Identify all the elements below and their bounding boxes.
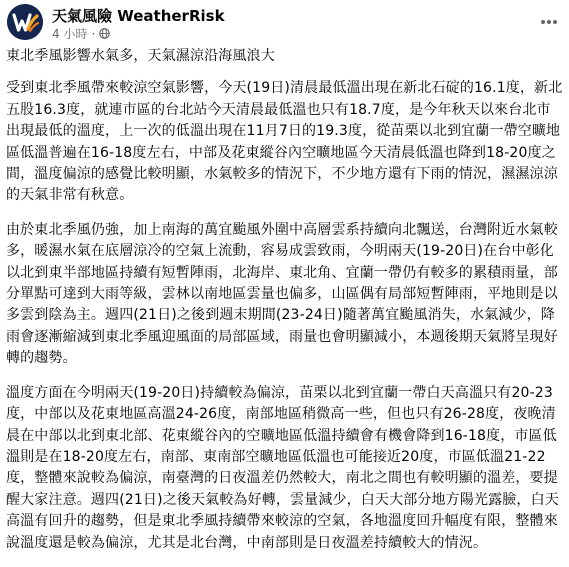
post-paragraph-3: 溫度方面在今明兩天(19-20日)持續較為偏涼，苗栗以北到宜蘭一帶白天高溫只有20-23度，中部以及花東地區高溫24-26度，南部地區稍微高一些，但也只有26-28度，夜晚清晨在中部以北到東北部、花東縱谷內的空曠地區低溫持續會有機會降到16-18度，市區低溫則是在18-20度左右，南部、東南部空曠地區低溫也可能接近20度，市區低溫21-22度，整體來說較為偏涼，南臺灣的日夜溫差仍然較大，南北之間也有較明顯的溫差，要提醒大家注意。週四(21日)之後天氣較為好轉，雲量減少，白天大部分地方陽光露臉，白天高溫有回升的趨勢，但是東北季風持續帶來較涼的空氣，各地溫度回升幅度有限，整體來說溫度還是較為偏涼，尤其是北台灣，中南部則是日夜溫差持續較大的情況。 (6, 384, 559, 551)
post-body (6, 46, 564, 567)
page-name[interactable]: 天氣風險 WeatherRisk (52, 7, 225, 25)
avatar[interactable] (7, 4, 43, 40)
post-paragraph-2: 由於東北季風仍強，加上南海的萬宜颱風外圍中高層雲系持續向北飄送，台灣附近水氣較多，暖濕水氣在底層涼冷的空氣上流動，容易成雲致雨，今明兩天(19-20日)在台中彰化以北到東半部地區持續有短暫陣雨，北海岸、東北角、宜蘭一帶仍有較多的累積雨量，部分單點可達到大雨等級，雲林以南地區雲量也偏多，山區偶有局部短暫陣雨，平地則是以多雲到陰為主。週四(21日)之後到週末期間(23-24日)隨著萬宜颱風消失，水氣減少，降雨會逐漸縮減到東北季風迎風面的局部區域，雨量也會明顯減小，本週後期天氣將呈現好轉的趨勢。 (6, 221, 558, 367)
post-time[interactable]: 4 小時 (52, 27, 88, 41)
globe-icon (99, 28, 110, 39)
post-headline: 東北季風影響水氣多，天氣濕涼沿海風浪大 (6, 48, 275, 64)
post-paragraph-1: 受到東北季風帶來較涼空氣影響，今天(19日)清晨最低溫出現在新北石碇的16.1度，新北五股16.3度，就連市區的台北站今天清晨最低溫也只有18.7度，是今年秋天以來台北市出現最低的溫度，上一次的低溫出現在11月7日的19.3度，從苗栗以北到宜蘭一帶空曠地區低溫普遍在16-18度左右，中部及花東縱谷內空曠地區今天清晨低溫也降到18-20度之間，溫度偏涼的感覺比較明顯，水氣較多的情況下，不少地方還有下雨的情況，濕濕涼涼的天氣非常有秋意。 (6, 80, 563, 204)
more-options-button[interactable] (535, 8, 563, 36)
weatherrisk-logo-icon (7, 4, 43, 40)
post-meta (52, 25, 110, 42)
meta-separator: · (91, 26, 96, 41)
post-header (0, 0, 569, 44)
more-options-icon (540, 19, 558, 25)
